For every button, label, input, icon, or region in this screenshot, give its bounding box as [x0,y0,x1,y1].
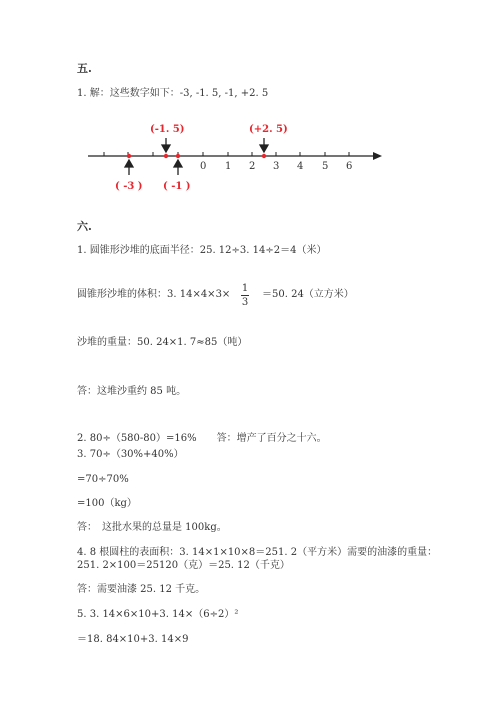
point-minus-3 [127,154,131,158]
arrow-plus-2-5-head [260,145,268,152]
section-5-heading: 五. [77,62,92,75]
label-plus-2-5: (+2. 5) [249,124,288,135]
arrow-minus-1-head [174,160,182,167]
fraction-bar [241,295,249,296]
q1-volume-result: ＝50. 24（立方米） [262,289,354,300]
q4-line-1: 4. 8 根圆柱的表面积：3. 14×1×10×8＝251. 2（平方米）需要的油漆的重量： [77,547,438,558]
q4-line-2: 251. 2×100＝25120（克）＝25. 12（千克） [77,560,290,571]
label-minus-1: ( -1 ) [163,181,191,192]
q5-line-2: ＝18. 84×10+3. 14×9 [77,634,189,645]
q1-answer: 答：这堆沙重约 85 吨。 [77,386,187,397]
q2-line: 2. 80÷（580-80）=16% 答：增产了百分之十六。 [77,433,327,444]
q4-answer: 答：需要油漆 25. 12 千克。 [77,584,206,595]
tick-label-1: 1 [225,161,232,172]
tick-label-5: 5 [322,161,329,172]
arrow-minus-3-head [125,160,133,167]
point-minus-1 [176,154,180,158]
point-minus-1-5 [164,154,168,158]
q5-line-1: 5. 3. 14×6×10+3. 14×（6÷2）² [77,609,239,620]
q1-radius-line: 1. 圆锥形沙堆的底面半径：25. 12÷3. 14÷2＝4（米） [77,245,327,256]
arrow-minus-1-5-head [162,145,170,152]
point-plus-2-5 [262,154,266,158]
section-6-heading: 六. [77,220,92,233]
q3-line-3: =100（kg） [77,498,137,509]
tick-label-0: 0 [200,161,207,172]
q3-line-1: 3. 70÷（30%+40%） [77,449,184,460]
q1-weight-line: 沙堆的重量：50. 24×1. 7≈85（吨） [77,337,248,348]
fraction-denominator: 3 [241,297,249,308]
tick-label-3: 3 [273,161,280,172]
fraction-numerator: 1 [241,283,249,294]
q1-volume-line: 圆锥形沙堆的体积：3. 14×4×3× [77,289,231,300]
q3-answer: 答： 这批水果的总量是 100kg。 [77,522,227,533]
number-line-arrowhead [373,152,382,160]
tick-label-2: 2 [249,161,256,172]
tick-label-4: 4 [297,161,304,172]
label-minus-1-5: (-1. 5) [150,124,185,135]
q3-line-2: =70÷70% [77,474,129,485]
tick-label-6: 6 [346,161,353,172]
label-minus-3: ( -3 ) [115,181,143,192]
q1-numbers-text: 1. 解：这些数字如下：-3, -1. 5, -1, +2. 5 [77,88,269,99]
